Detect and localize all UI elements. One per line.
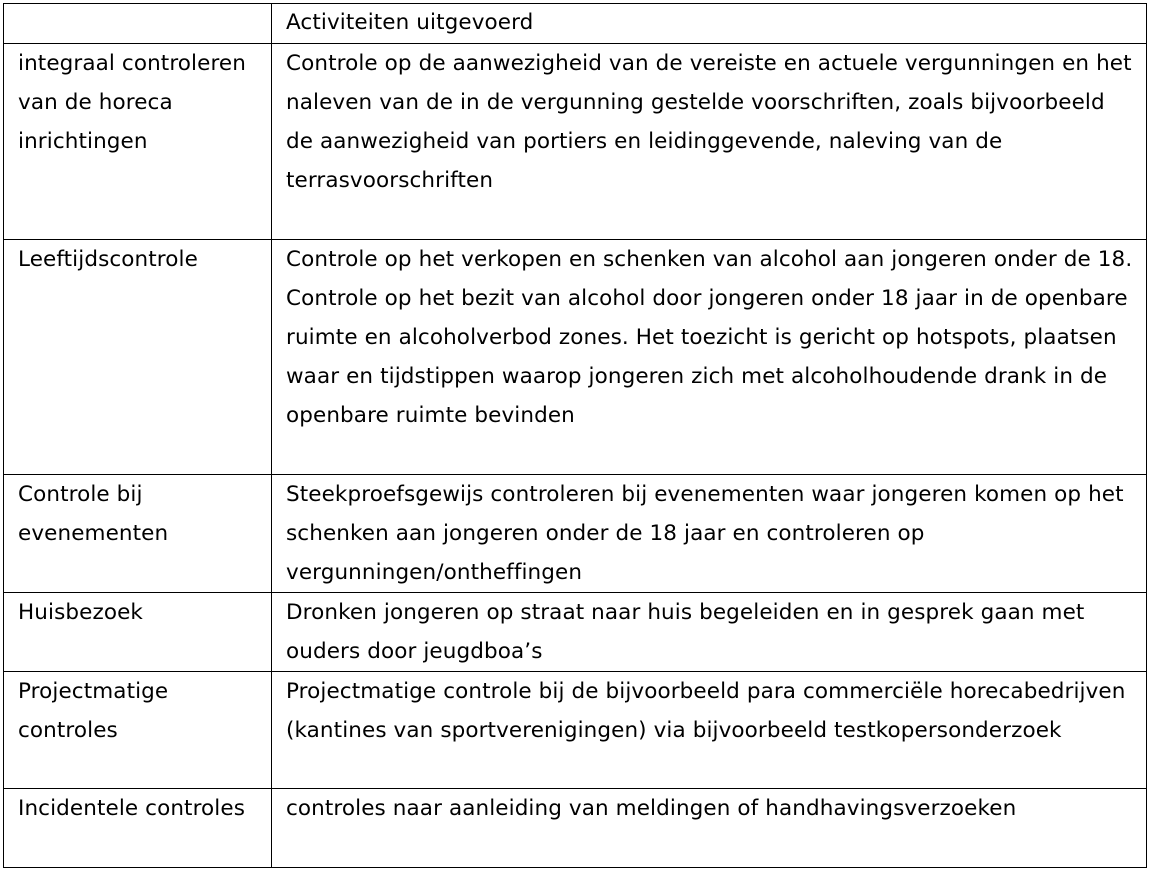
row-label: Projectmatige controles [4,672,272,789]
row-label: Controle bij evenementen [4,475,272,593]
row-label: integraal controleren van de horeca inrichtingen [4,44,272,240]
table-row [4,240,1147,475]
row-description: Steekproefsgewijs controleren bij evenementen waar jongeren komen op het schenken aan jongeren onder de 18 jaar en controleren op vergunningen/ontheffingen [272,475,1147,593]
table-row [4,672,1147,789]
table-row [4,475,1147,593]
table-row [4,44,1147,240]
table-row [4,593,1147,672]
row-label: Incidentele controles [4,789,272,868]
header-empty-cell [4,4,272,44]
row-description: Controle op de aanwezigheid van de vereiste en actuele vergunningen en het naleven van de in de vergunning gestelde voorschriften, zoals bijvoorbeeld de aanwezigheid van portiers en leidinggevende, naleving van de terrasvoorschriften [272,44,1147,240]
row-description: Dronken jongeren op straat naar huis begeleiden en in gesprek gaan met ouders door jeugdboa’s [272,593,1147,672]
activities-table [3,3,1147,868]
table-header-row [4,4,1147,44]
row-description: Controle op het verkopen en schenken van alcohol aan jongeren onder de 18. Controle op het bezit van alcohol door jongeren onder 18 jaar in de openbare ruimte en alcoholverbod zones. Het toezicht is gericht op hotspots, plaatsen waar en tijdstippen waarop jongeren zich met alcoholhoudende drank in de openbare ruimte bevinden [272,240,1147,475]
row-label: Leeftijdscontrole [4,240,272,475]
row-description: controles naar aanleiding van meldingen of handhavingsverzoeken [272,789,1147,868]
header-activities-cell: Activiteiten uitgevoerd [272,4,1147,44]
table-row [4,789,1147,868]
row-description: Projectmatige controle bij de bijvoorbeeld para commerciële horecabedrijven (kantines van sportverenigingen) via bijvoorbeeld testkopersonderzoek [272,672,1147,789]
row-label: Huisbezoek [4,593,272,672]
